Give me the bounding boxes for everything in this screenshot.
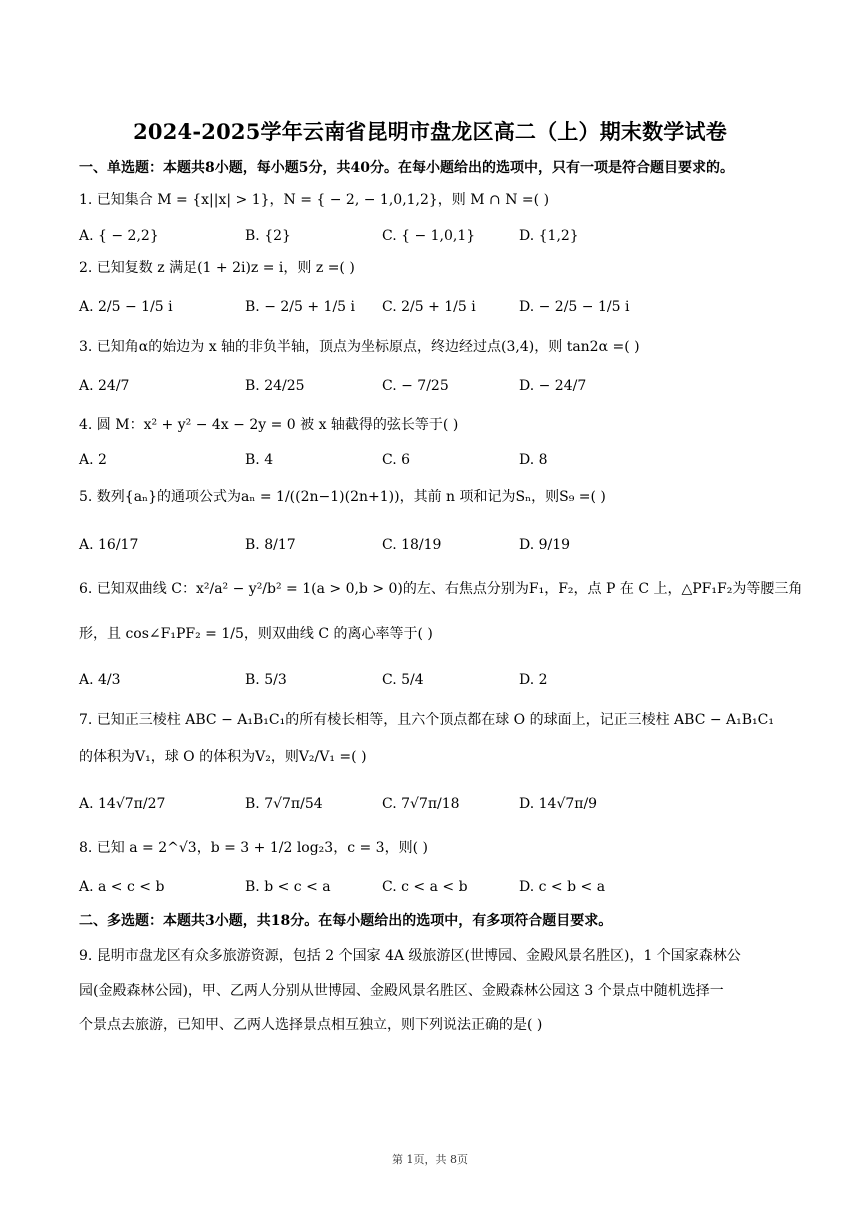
option-a: A. { − 2,2}	[79, 228, 159, 244]
option-a: A. 4/3	[79, 672, 121, 688]
option-a: A. 2	[79, 452, 107, 468]
question-2-options	[79, 294, 784, 320]
option-b: B. 5/3	[245, 672, 287, 688]
option-d: D. − 24/7	[519, 378, 587, 394]
section-heading-single-choice: 一、单选题：本题共8小题，每小题5分，共40分。在每小题给出的选项中，只有一项是符合题目要求的。	[79, 160, 734, 176]
option-b: B. 7√7π/54	[245, 796, 323, 812]
question-9-stem-line-1: 9. 昆明市盘龙区有众多旅游资源，包括 2 个国家 4A 级旅游区(世博园、金殿风景名胜区)，1 个国家森林公	[79, 948, 741, 964]
option-a: A. 14√7π/27	[79, 796, 166, 812]
option-b: B. 4	[245, 452, 274, 468]
option-c: C. 6	[382, 452, 411, 468]
question-8-options	[79, 874, 784, 900]
question-3-stem: 3. 已知角α的始边为 x 轴的非负半轴，顶点为坐标原点，终边经过点(3,4)，则 tan2α =( )	[79, 339, 640, 355]
page-title: 2024-2025学年云南省昆明市盘龙区高二（上）期末数学试卷	[133, 119, 727, 144]
question-2-stem: 2. 已知复数 z 满足(1 + 2i)z = i，则 z =( )	[79, 260, 355, 276]
question-4-options	[79, 447, 784, 473]
question-9-stem-line-2: 园(金殿森林公园)，甲、乙两人分别从世博园、金殿风景名胜区、金殿森林公园这 3 个景点中随机选择一	[79, 983, 724, 999]
option-c: C. 18/19	[382, 537, 442, 553]
option-d: D. {1,2}	[519, 228, 579, 244]
option-d: D. 14√7π/9	[519, 796, 598, 812]
question-4-stem: 4. 圆 M：x² + y² − 4x − 2y = 0 被 x 轴截得的弦长等于( )	[79, 417, 459, 433]
question-5-stem: 5. 数列{aₙ}的通项公式为aₙ = 1/((2n−1)(2n+1))，其前 n 项和记为Sₙ，则S₉ =( )	[79, 489, 606, 505]
option-b: B. {2}	[245, 228, 291, 244]
question-6-options	[79, 667, 784, 693]
section-heading-multi-choice: 二、多选题：本题共3小题，共18分。在每小题给出的选项中，有多项符合题目要求。	[79, 913, 613, 929]
option-d: D. c < b < a	[519, 879, 606, 895]
question-5-options	[79, 532, 784, 558]
option-d: D. − 2/5 − 1/5 i	[519, 299, 630, 315]
question-7-stem-cont: 的体积为V₁，球 O 的体积为V₂，则V₂/V₁ =( )	[79, 749, 367, 765]
option-d: D. 8	[519, 452, 548, 468]
option-d: D. 9/19	[519, 537, 571, 553]
question-6-stem-cont: 形，且 cos∠F₁PF₂ = 1/5，则双曲线 C 的离心率等于( )	[79, 626, 433, 642]
option-c: C. 7√7π/18	[382, 796, 460, 812]
question-1-options	[79, 223, 784, 249]
option-b: B. 8/17	[245, 537, 296, 553]
question-3-options	[79, 373, 784, 399]
question-6-stem: 6. 已知双曲线 C：x²/a² − y²/b² = 1(a > 0,b > 0)的左、右焦点分别为F₁，F₂，点 P 在 C 上，△PF₁F₂为等腰三角	[79, 581, 803, 597]
option-a: A. 16/17	[79, 537, 139, 553]
question-7-options	[79, 791, 784, 817]
option-a: A. a < c < b	[79, 879, 165, 895]
option-c: C. 2/5 + 1/5 i	[382, 299, 476, 315]
option-b: B. 24/25	[245, 378, 305, 394]
question-8-stem: 8. 已知 a = 2^√3，b = 3 + 1/2 log₂3，c = 3，则( )	[79, 840, 428, 856]
question-9-stem-line-3: 个景点去旅游，已知甲、乙两人选择景点相互独立，则下列说法正确的是( )	[79, 1017, 543, 1033]
option-a: A. 24/7	[79, 378, 130, 394]
option-d: D. 2	[519, 672, 548, 688]
question-7-stem: 7. 已知正三棱柱 ABC − A₁B₁C₁的所有棱长相等，且六个顶点都在球 O 的球面上，记正三棱柱 ABC − A₁B₁C₁	[79, 712, 774, 728]
option-c: C. − 7/25	[382, 378, 449, 394]
option-b: B. b < c < a	[245, 879, 331, 895]
option-b: B. − 2/5 + 1/5 i	[245, 299, 355, 315]
question-1-stem: 1. 已知集合 M = {x||x| > 1}，N = { − 2, − 1,0,1,2}，则 M ∩ N =( )	[79, 192, 550, 208]
option-a: A. 2/5 − 1/5 i	[79, 299, 173, 315]
option-c: C. c < a < b	[382, 879, 468, 895]
option-c: C. 5/4	[382, 672, 424, 688]
option-c: C. { − 1,0,1}	[382, 228, 476, 244]
page-footer: 第 1页，共 8页	[392, 1153, 468, 1166]
